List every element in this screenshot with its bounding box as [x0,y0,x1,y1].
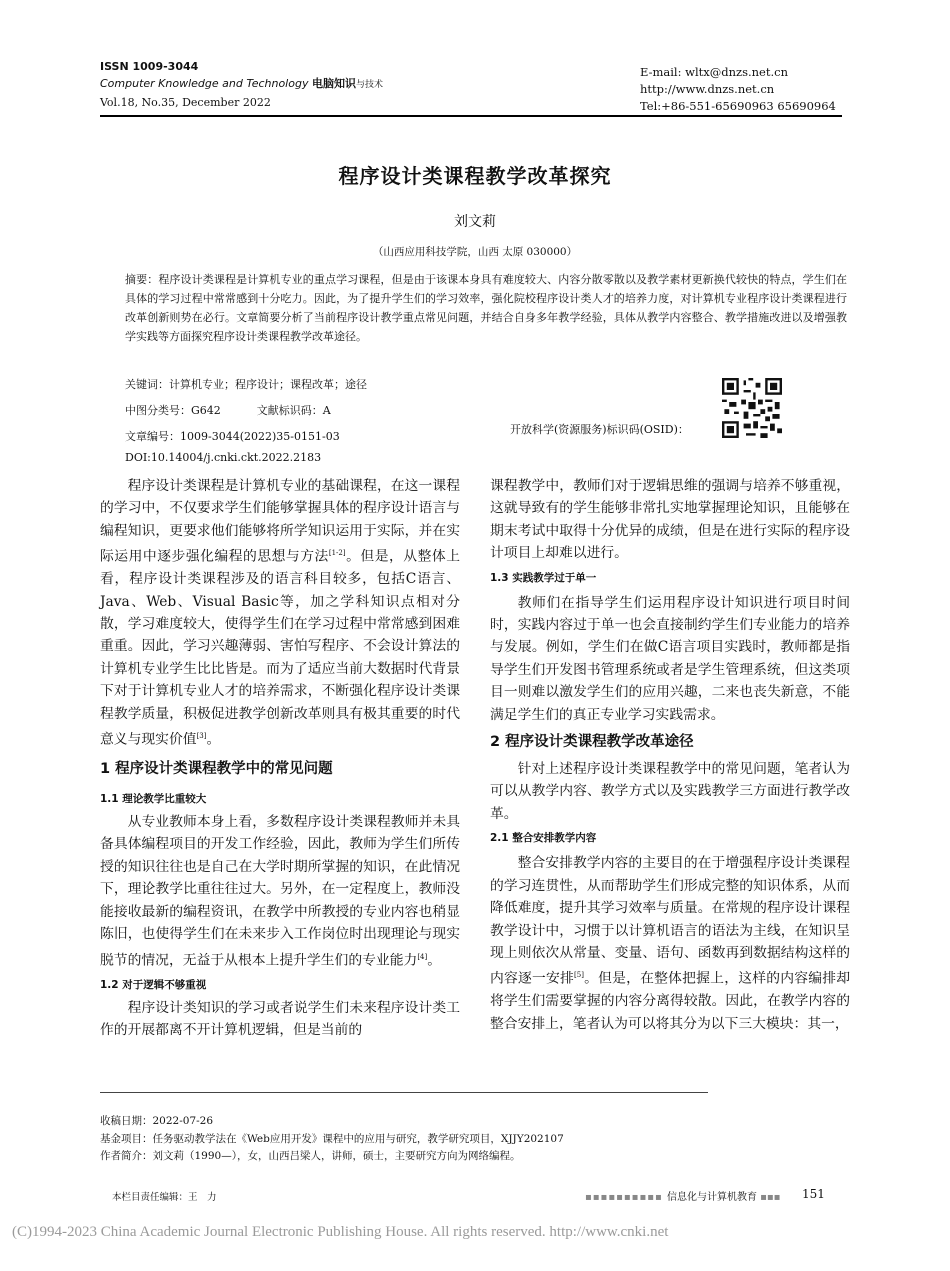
subsection-heading-1-3: 1.3 实践教学过于单一 [490,571,597,584]
abstract-text: 程序设计类课程是计算机专业的重点学习课程，但是由于该课本身具有难度较大、内容分散零散以及教学素材更新换代较快的特点，学生们在具体的学习过程中常常感到十分吃力。因此，为了提升学生们的学习效率，强化院校程序设计类人才的培养力度，对计算机专业程序设计类课程进行改革创新则势在必行。文章简要分析了当前程序设计教学重点常见问题，并结合自身多年教学经验，具体从教学内容整合、教学措施改进以及增强教学实践等方面探究程序设计类课程教学改革途径。 [125,273,847,343]
website[interactable]: http://www.dnzs.net.cn [640,82,775,96]
footnotes [100,1113,564,1166]
footnote-rule [100,1092,708,1093]
paragraph-2: 针对上述程序设计类课程教学中的常见问题，笔者认为可以从教学内容、教学方式以及实践教学三方面进行教学改革。 [490,761,850,822]
section-footer [585,1188,780,1203]
section-heading-2: 2 程序设计类课程教学改革途径 [490,734,694,751]
author: 刘文莉 [454,214,496,230]
classification: 中图分类号：G642 文献标识码：A [125,404,331,417]
intro-paragraph: 程序设计类课程是计算机专业的基础课程，在这一课程的学习中，不仅要求学生们能够掌握具体的程序设计语言与编程知识，更要求他们能够将所学知识运用于实际，并在实际运用中逐步强化编程的思想与方法[1-2]。但是，从整体上看，程序设计类课程涉及的语言科目较多，包括C语言、Java、Web、Visual Basic等，加之学科知识点相对分散，学习难度较大，使得学生们在学习过程中常常感到困难重重。因此，学习兴趣薄弱、害怕写程序、不会设计算法的计算机专业学生比比皆是。而为了适应当前大数据时代背景下对于计算机专业人才的培养需求，不断强化程序设计类课程教学质量，积极促进教学创新改革则具有极其重要的时代意义与现实价值[3]。 [100,478,460,748]
header-rule [100,115,842,117]
copyright-watermark: (C)1994-2023 China Academic Journal Electronic Publishing House. All rights reserved. http://www.cnki.net [12,1224,669,1240]
keywords: 关键词：计算机专业；程序设计；课程改革；途径 [125,378,367,391]
page-number: 151 [802,1187,825,1201]
volume-info: Vol.18, No.35, December 2022 [100,96,271,109]
issn: ISSN 1009-3044 [100,60,199,73]
column-editor: 本栏目责任编辑：王 力 [112,1192,217,1203]
fund-project: 基金项目：任务驱动教学法在《Web应用开发》课程中的应用与研究，教学研究项目，XJJY202107 [100,1132,564,1145]
section-name: 信息化与计算机教育 [666,1192,757,1203]
section-heading-1: 1 程序设计类课程教学中的常见问题 [100,761,333,778]
journal-header-right [640,64,836,115]
journal-name: Computer Knowledge and Technology 电脑知识与技术 [100,77,383,90]
paragraph-1-2-continued: 课程教学中，教师们对于逻辑思维的强调与培养不够重视，这就导致有的学生能够非常扎实地掌握理论知识，且能够在期末考试中取得十分优异的成绩，但是在进行实际的程序设计项目上却难以进行。 [490,478,850,562]
abstract-label: 摘要： [125,273,159,286]
dots-decoration: ▪▪▪▪▪▪▪▪▪▪ [585,1192,667,1203]
dots-decoration: ▪▪▪ [756,1192,781,1203]
subsection-heading-1-1: 1.1 理论教学比重较大 [100,793,207,806]
paper-title: 程序设计类课程教学改革探究 [338,164,612,188]
email: E-mail: wltx@dnzs.net.cn [640,65,788,79]
paragraph-2-1: 整合安排教学内容的主要目的在于增强程序设计类课程的学习连贯性，从而帮助学生们形成完整的知识体系，从而降低难度，提升其学习效率与质量。在常规的程序设计课程教学设计中，习惯于以计算机语言的语法为主线，在知识呈现上则依次从常量、变量、语句、函数再到数据结构这样的内容逐一安排[5]。但是，在整体把握上，这样的内容编排却将学生们需要掌握的内容分离得较散。因此，在教学内容的整合安排上，笔者认为可以将其分为以下三大模块：其一， [490,855,851,1032]
paragraph-1-1: 从专业教师本身上看，多数程序设计类课程教师并未具备具体编程项目的开发工作经验，因此，教师为学生们所传授的知识往往也是自己在大学时期所掌握的知识，在此情况下，理论教学比重往往过大。另外，在一定程度上，教师没能接收最新的编程资讯，在教学中所教授的专业内容也稍显陈旧，也使得学生们在未来步入工作岗位时出现理论与现实脱节的情况，无益于从根本上提升学生们的专业能力[4]。 [100,814,460,969]
telephone: Tel:+86-551-65690963 65690964 [640,99,836,113]
right-column [490,475,850,1035]
osid-label: 开放科学(资源服务)标识码(OSID)： [510,423,689,436]
journal-header-left [100,58,383,111]
paragraph-1-2: 程序设计类知识的学习或者说学生们未来程序设计类工作的开展都离不开计算机逻辑，但是当前的 [100,999,460,1038]
author-bio: 作者简介：刘文莉（1990—），女，山西吕梁人，讲师，硕士，主要研究方向为网络编程。 [100,1150,521,1162]
abstract [125,270,847,346]
received-date: 收稿日期：2022-07-26 [100,1115,214,1127]
left-column [100,475,460,1041]
subsection-heading-1-2: 1.2 对于逻辑不够重视 [100,978,207,991]
paragraph-1-3: 教师们在指导学生们运用程序设计知识进行项目时间时，实践内容过于单一也会直接制约学生们专业能力的培养与发展。例如，学生们在做C语言项目实践时，教师都是指导学生们开发图书管理系统或者是学生管理系统，但这类项目一则难以激发学生们的应用兴趣，二来也丧失新意，不能满足学生们的真正专业学习实践需求。 [490,594,850,723]
affiliation: （山西应用科技学院，山西 太原 030000） [372,246,578,258]
article-number: 文章编号：1009-3044(2022)35-0151-03 [125,430,340,443]
qr-code-icon[interactable] [722,378,782,438]
doi[interactable]: DOI:10.14004/j.cnki.ckt.2022.2183 [125,451,322,464]
subsection-heading-2-1: 2.1 整合安排教学内容 [490,832,597,845]
